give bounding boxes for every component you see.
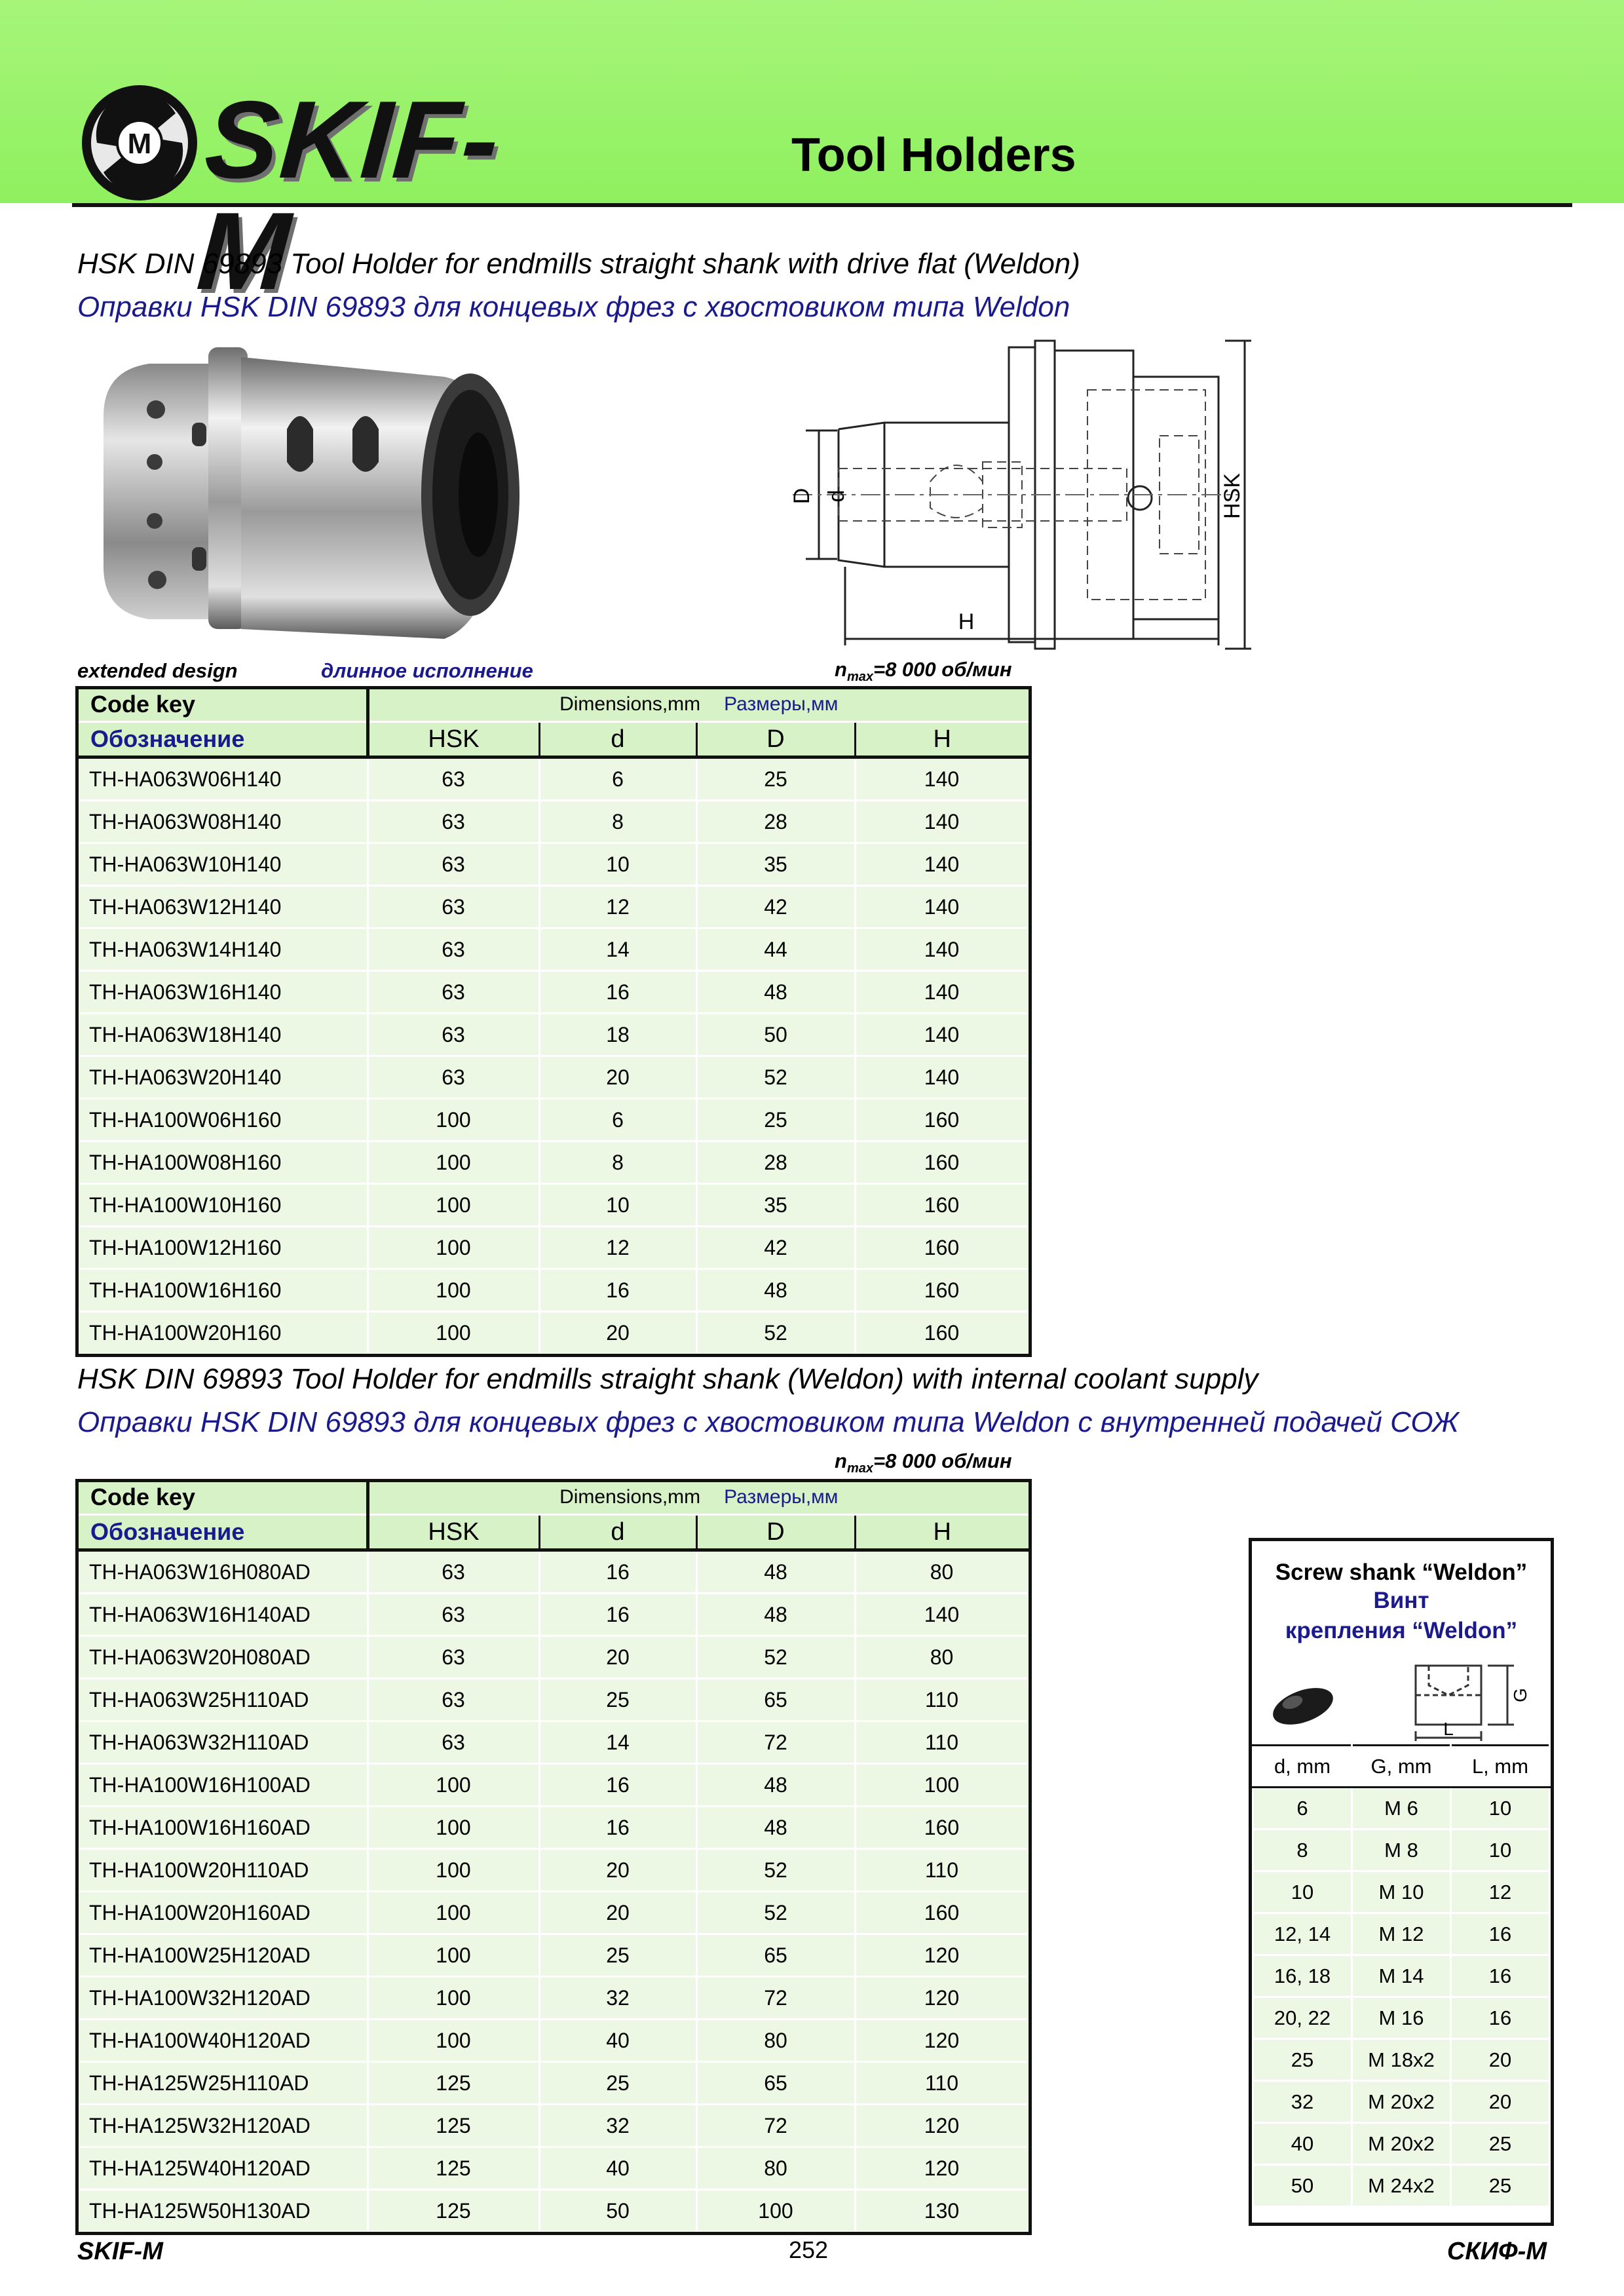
code-cell: TH-HA125W32H120AD <box>77 2105 368 2147</box>
table-row <box>77 1227 1029 1269</box>
dim-label-H: H <box>958 609 975 634</box>
screw-subtitle-1: Винт <box>1373 1588 1429 1613</box>
table-row <box>77 1807 1029 1849</box>
value-cell: 40 <box>539 2147 696 2190</box>
value-cell: 140 <box>855 1056 1029 1099</box>
value-cell: 16 <box>539 1269 696 1312</box>
section1-title-en: HSK DIN 69893 Tool Holder for endmills straight shank with drive flat (Weldon) <box>77 248 1080 280</box>
value-cell: 100 <box>368 1184 539 1227</box>
value-cell: 160 <box>855 1227 1029 1269</box>
value-cell: 52 <box>696 1056 855 1099</box>
max-speed-note: $n_{max}=8$ 000 об/мин <box>835 658 1012 685</box>
code-cell: 16, 18 <box>1253 1955 1352 1997</box>
table-row <box>77 1141 1029 1184</box>
code-cell: TH-HA100W32H120AD <box>77 1977 368 2019</box>
value-cell: M 8 <box>1352 1829 1451 1871</box>
value-cell: 16 <box>539 1550 696 1594</box>
value-cell: 25 <box>539 1679 696 1721</box>
value-cell: 140 <box>855 928 1029 971</box>
value-cell: 10 <box>539 1184 696 1227</box>
code-cell: 50 <box>1253 2165 1352 2207</box>
value-cell: 72 <box>696 2105 855 2147</box>
page-title: Tool Holders <box>791 129 1076 182</box>
value-cell: 14 <box>539 1721 696 1764</box>
value-cell: 28 <box>696 1141 855 1184</box>
table-row <box>77 1099 1029 1141</box>
value-cell: 80 <box>855 1636 1029 1679</box>
col-header-d: d <box>539 722 696 757</box>
code-cell: TH-HA100W10H160 <box>77 1184 368 1227</box>
value-cell: 35 <box>696 1184 855 1227</box>
value-cell: 125 <box>368 2105 539 2147</box>
code-key-header-2: Code key <box>77 1481 368 1515</box>
code-key-header-ru-2: Обозначение <box>77 1515 368 1550</box>
table-row <box>77 1184 1029 1227</box>
spec-table-1-body <box>77 757 1029 1354</box>
code-key-header: Code key <box>77 688 368 722</box>
code-cell: TH-HA063W20H080AD <box>77 1636 368 1679</box>
value-cell: 16 <box>1451 1955 1550 1997</box>
value-cell: 52 <box>696 1849 855 1892</box>
code-cell: TH-HA063W16H080AD <box>77 1550 368 1594</box>
value-cell: 140 <box>855 801 1029 843</box>
code-cell: TH-HA125W40H120AD <box>77 2147 368 2190</box>
tool-holder-photo <box>77 331 549 659</box>
value-cell: 48 <box>696 1764 855 1807</box>
dim-label-d: d <box>824 489 849 503</box>
value-cell: 72 <box>696 1977 855 2019</box>
value-cell: 80 <box>855 1550 1029 1594</box>
code-cell: 8 <box>1253 1829 1352 1871</box>
screw-col-d: d, mm <box>1253 1746 1352 1788</box>
value-cell: 42 <box>696 1227 855 1269</box>
value-cell: 120 <box>855 2105 1029 2147</box>
screw-illustration <box>1252 1646 1551 1744</box>
screw-shank-box <box>1249 1538 1554 2226</box>
value-cell: 110 <box>855 2062 1029 2105</box>
value-cell: M 18x2 <box>1352 2039 1451 2081</box>
value-cell: 100 <box>368 1764 539 1807</box>
table-row <box>1253 2165 1550 2207</box>
value-cell: 125 <box>368 2062 539 2105</box>
table-row <box>77 1721 1029 1764</box>
value-cell: 100 <box>368 1269 539 1312</box>
value-cell: M 6 <box>1352 1788 1451 1829</box>
value-cell: 25 <box>696 1099 855 1141</box>
value-cell: 100 <box>368 2019 539 2062</box>
value-cell: 100 <box>368 1312 539 1354</box>
value-cell: 20 <box>539 1056 696 1099</box>
code-cell: TH-HA063W10H140 <box>77 843 368 886</box>
logo-letter: M <box>127 128 152 160</box>
value-cell: 48 <box>696 1269 855 1312</box>
value-cell: 16 <box>1451 1997 1550 2039</box>
code-cell: TH-HA100W25H120AD <box>77 1934 368 1977</box>
value-cell: 160 <box>855 1807 1029 1849</box>
value-cell: 140 <box>855 1014 1029 1056</box>
value-cell: 16 <box>539 971 696 1014</box>
value-cell: 50 <box>696 1014 855 1056</box>
code-cell: TH-HA063W12H140 <box>77 886 368 928</box>
spec-table-1 <box>77 688 1030 1355</box>
value-cell: 160 <box>855 1141 1029 1184</box>
value-cell: 65 <box>696 1679 855 1721</box>
section2-title-ru: Оправки HSK DIN 69893 для концевых фрез с хвостовиком типа Weldon с внутренней подачей СОЖ <box>77 1406 1459 1438</box>
table-row <box>77 1934 1029 1977</box>
value-cell: M 10 <box>1352 1871 1451 1913</box>
code-cell: TH-HA063W25H110AD <box>77 1679 368 1721</box>
screw-label-G: G <box>1510 1688 1530 1702</box>
extended-design-note: extended design <box>77 659 238 682</box>
technical-drawing <box>766 331 1277 659</box>
code-key-header-ru: Обозначение <box>77 722 368 757</box>
code-cell: TH-HA100W20H160AD <box>77 1892 368 1934</box>
value-cell: 16 <box>1451 1913 1550 1955</box>
screw-title: Screw shank “Weldon” <box>1275 1559 1528 1585</box>
table-row <box>1253 1871 1550 1913</box>
value-cell: 35 <box>696 843 855 886</box>
table-row <box>1253 1788 1550 1829</box>
table-row <box>77 1550 1029 1594</box>
table-row <box>1253 2039 1550 2081</box>
value-cell: 63 <box>368 1679 539 1721</box>
screw-col-L: L, mm <box>1451 1746 1550 1788</box>
value-cell: 44 <box>696 928 855 971</box>
value-cell: 52 <box>696 1636 855 1679</box>
screw-table <box>1252 1744 1551 2208</box>
value-cell: 100 <box>368 1141 539 1184</box>
value-cell: 63 <box>368 1636 539 1679</box>
col-header-H-2: H <box>855 1515 1029 1550</box>
value-cell: 18 <box>539 1014 696 1056</box>
value-cell: 65 <box>696 2062 855 2105</box>
table-row <box>77 2190 1029 2232</box>
max-speed-note-2: $n_{max}=8$ 000 об/мин <box>835 1449 1012 1476</box>
spec-table-2-body <box>77 1550 1029 2232</box>
value-cell: 72 <box>696 1721 855 1764</box>
value-cell: 10 <box>1451 1788 1550 1829</box>
value-cell: 120 <box>855 1934 1029 1977</box>
table-row <box>77 971 1029 1014</box>
table-row <box>77 1977 1029 2019</box>
value-cell: 100 <box>368 1807 539 1849</box>
table-row <box>77 1679 1029 1721</box>
value-cell: 6 <box>539 1099 696 1141</box>
table-row <box>77 1849 1029 1892</box>
code-cell: TH-HA100W08H160 <box>77 1141 368 1184</box>
code-cell: 12, 14 <box>1253 1913 1352 1955</box>
col-header-D: D <box>696 722 855 757</box>
value-cell: 42 <box>696 886 855 928</box>
section2-title-en: HSK DIN 69893 Tool Holder for endmills straight shank (Weldon) with internal coolant supply <box>77 1363 1258 1395</box>
value-cell: 120 <box>855 1977 1029 2019</box>
value-cell: 160 <box>855 1184 1029 1227</box>
table-row <box>1253 1955 1550 1997</box>
value-cell: 14 <box>539 928 696 971</box>
value-cell: 20 <box>539 1312 696 1354</box>
value-cell: M 16 <box>1352 1997 1451 2039</box>
dim-label-HSK: HSK <box>1220 473 1245 519</box>
value-cell: 12 <box>539 1227 696 1269</box>
code-cell: TH-HA100W20H110AD <box>77 1849 368 1892</box>
table-row <box>77 1014 1029 1056</box>
table-row <box>77 1636 1029 1679</box>
code-cell: TH-HA100W16H160AD <box>77 1807 368 1849</box>
col-header-hsk-2: HSK <box>368 1515 539 1550</box>
screw-table-body <box>1253 1788 1550 2207</box>
value-cell: 48 <box>696 1807 855 1849</box>
table-row <box>77 2062 1029 2105</box>
dimensions-caption-2: Dimensions,mm Размеры,мм <box>368 1481 1029 1515</box>
code-cell: TH-HA063W14H140 <box>77 928 368 971</box>
code-cell: TH-HA100W12H160 <box>77 1227 368 1269</box>
code-cell: TH-HA063W06H140 <box>77 757 368 801</box>
table-row <box>77 757 1029 801</box>
value-cell: 63 <box>368 971 539 1014</box>
value-cell: 100 <box>368 1977 539 2019</box>
brand-logo <box>77 77 549 313</box>
table-row <box>77 843 1029 886</box>
screw-shank-header <box>1252 1541 1551 1744</box>
value-cell: 10 <box>1451 1829 1550 1871</box>
value-cell: 80 <box>696 2019 855 2062</box>
code-cell: 10 <box>1253 1871 1352 1913</box>
col-header-hsk: HSK <box>368 722 539 757</box>
dimensions-caption: Dimensions,mm Размеры,мм <box>368 688 1029 722</box>
code-cell: TH-HA100W16H160 <box>77 1269 368 1312</box>
table-row <box>77 2019 1029 2062</box>
code-cell: 20, 22 <box>1253 1997 1352 2039</box>
table-row <box>1253 2081 1550 2123</box>
value-cell: 130 <box>855 2190 1029 2232</box>
screw-drawing-icon <box>1416 1666 1514 1741</box>
value-cell: 63 <box>368 1056 539 1099</box>
value-cell: 100 <box>368 1849 539 1892</box>
value-cell: 140 <box>855 843 1029 886</box>
value-cell: 100 <box>368 1099 539 1141</box>
table-row <box>77 801 1029 843</box>
code-cell: TH-HA063W32H110AD <box>77 1721 368 1764</box>
col-header-d-2: d <box>539 1515 696 1550</box>
value-cell: 110 <box>855 1721 1029 1764</box>
value-cell: 20 <box>539 1892 696 1934</box>
value-cell: 140 <box>855 1594 1029 1636</box>
table-row <box>77 2147 1029 2190</box>
dim-label-D: D <box>789 488 814 505</box>
value-cell: 160 <box>855 1312 1029 1354</box>
page-number: 252 <box>789 2236 829 2263</box>
code-cell: TH-HA125W25H110AD <box>77 2062 368 2105</box>
code-cell: TH-HA063W08H140 <box>77 801 368 843</box>
code-cell: 6 <box>1253 1788 1352 1829</box>
value-cell: 125 <box>368 2190 539 2232</box>
value-cell: 40 <box>539 2019 696 2062</box>
value-cell: 160 <box>855 1099 1029 1141</box>
code-cell: TH-HA100W06H160 <box>77 1099 368 1141</box>
code-cell: 40 <box>1253 2123 1352 2165</box>
value-cell: 65 <box>696 1934 855 1977</box>
footer-brand: SKIF-M <box>77 2238 163 2265</box>
screw-col-G: G, mm <box>1352 1746 1451 1788</box>
value-cell: 48 <box>696 1594 855 1636</box>
table-row <box>1253 1829 1550 1871</box>
col-header-H: H <box>855 722 1029 757</box>
spec-table-2 <box>77 1481 1030 2233</box>
value-cell: 16 <box>539 1764 696 1807</box>
col-header-D-2: D <box>696 1515 855 1550</box>
value-cell: 20 <box>539 1849 696 1892</box>
value-cell: 63 <box>368 1550 539 1594</box>
code-cell: 25 <box>1253 2039 1352 2081</box>
value-cell: 8 <box>539 1141 696 1184</box>
value-cell: 100 <box>855 1764 1029 1807</box>
value-cell: 16 <box>539 1594 696 1636</box>
code-cell: TH-HA063W18H140 <box>77 1014 368 1056</box>
table-row <box>1253 2123 1550 2165</box>
value-cell: M 20x2 <box>1352 2081 1451 2123</box>
value-cell: 110 <box>855 1849 1029 1892</box>
code-cell: TH-HA063W16H140AD <box>77 1594 368 1636</box>
table-row <box>77 1892 1029 1934</box>
value-cell: 63 <box>368 801 539 843</box>
value-cell: 12 <box>539 886 696 928</box>
value-cell: 16 <box>539 1807 696 1849</box>
brand-name: SKIF-M <box>193 78 504 313</box>
value-cell: 28 <box>696 801 855 843</box>
value-cell: 32 <box>539 1977 696 2019</box>
value-cell: 25 <box>539 1934 696 1977</box>
value-cell: 50 <box>539 2190 696 2232</box>
value-cell: 48 <box>696 971 855 1014</box>
value-cell: M 14 <box>1352 1955 1451 1997</box>
table-row <box>77 928 1029 971</box>
value-cell: M 20x2 <box>1352 2123 1451 2165</box>
code-cell: TH-HA063W20H140 <box>77 1056 368 1099</box>
value-cell: 52 <box>696 1892 855 1934</box>
code-cell: TH-HA100W20H160 <box>77 1312 368 1354</box>
value-cell: 12 <box>1451 1871 1550 1913</box>
table-row <box>77 1269 1029 1312</box>
table-row <box>1253 1997 1550 2039</box>
value-cell: 63 <box>368 1721 539 1764</box>
value-cell: 140 <box>855 971 1029 1014</box>
value-cell: 110 <box>855 1679 1029 1721</box>
value-cell: 160 <box>855 1269 1029 1312</box>
table-row <box>77 1312 1029 1354</box>
value-cell: 63 <box>368 928 539 971</box>
value-cell: 120 <box>855 2019 1029 2062</box>
value-cell: 25 <box>1451 2123 1550 2165</box>
table-row <box>77 1594 1029 1636</box>
value-cell: 32 <box>539 2105 696 2147</box>
value-cell: 63 <box>368 1594 539 1636</box>
table-row <box>1253 1913 1550 1955</box>
screw-photo-icon <box>1268 1681 1338 1732</box>
value-cell: 140 <box>855 757 1029 801</box>
value-cell: 100 <box>696 2190 855 2232</box>
value-cell: 25 <box>696 757 855 801</box>
value-cell: 80 <box>696 2147 855 2190</box>
value-cell: 48 <box>696 1550 855 1594</box>
value-cell: 63 <box>368 886 539 928</box>
value-cell: 63 <box>368 843 539 886</box>
value-cell: 20 <box>1451 2081 1550 2123</box>
code-cell: 32 <box>1253 2081 1352 2123</box>
value-cell: 160 <box>855 1892 1029 1934</box>
table-row <box>77 1764 1029 1807</box>
code-cell: TH-HA063W16H140 <box>77 971 368 1014</box>
extended-design-note-ru: длинное исполнение <box>321 659 533 682</box>
footer-brand-ru: СКИФ-М <box>1446 2238 1547 2265</box>
section1-title-ru: Оправки HSK DIN 69893 для концевых фрез с хвостовиком типа Weldon <box>77 291 1070 323</box>
value-cell: 6 <box>539 757 696 801</box>
value-cell: 63 <box>368 757 539 801</box>
value-cell: 63 <box>368 1014 539 1056</box>
value-cell: 10 <box>539 843 696 886</box>
value-cell: M 12 <box>1352 1913 1451 1955</box>
logo-emblem-icon <box>77 81 202 205</box>
value-cell: 100 <box>368 1227 539 1269</box>
value-cell: 25 <box>1451 2165 1550 2207</box>
table-row <box>77 2105 1029 2147</box>
value-cell: 20 <box>1451 2039 1550 2081</box>
value-cell: 140 <box>855 886 1029 928</box>
value-cell: 120 <box>855 2147 1029 2190</box>
screw-label-L: L <box>1443 1719 1454 1739</box>
code-cell: TH-HA100W16H100AD <box>77 1764 368 1807</box>
value-cell: 100 <box>368 1892 539 1934</box>
table-row <box>77 886 1029 928</box>
code-cell: TH-HA100W40H120AD <box>77 2019 368 2062</box>
value-cell: M 24x2 <box>1352 2165 1451 2207</box>
value-cell: 8 <box>539 801 696 843</box>
code-cell: TH-HA125W50H130AD <box>77 2190 368 2232</box>
value-cell: 125 <box>368 2147 539 2190</box>
table-row <box>77 1056 1029 1099</box>
value-cell: 100 <box>368 1934 539 1977</box>
screw-subtitle-2: крепления “Weldon” <box>1285 1618 1518 1643</box>
value-cell: 52 <box>696 1312 855 1354</box>
value-cell: 25 <box>539 2062 696 2105</box>
value-cell: 20 <box>539 1636 696 1679</box>
